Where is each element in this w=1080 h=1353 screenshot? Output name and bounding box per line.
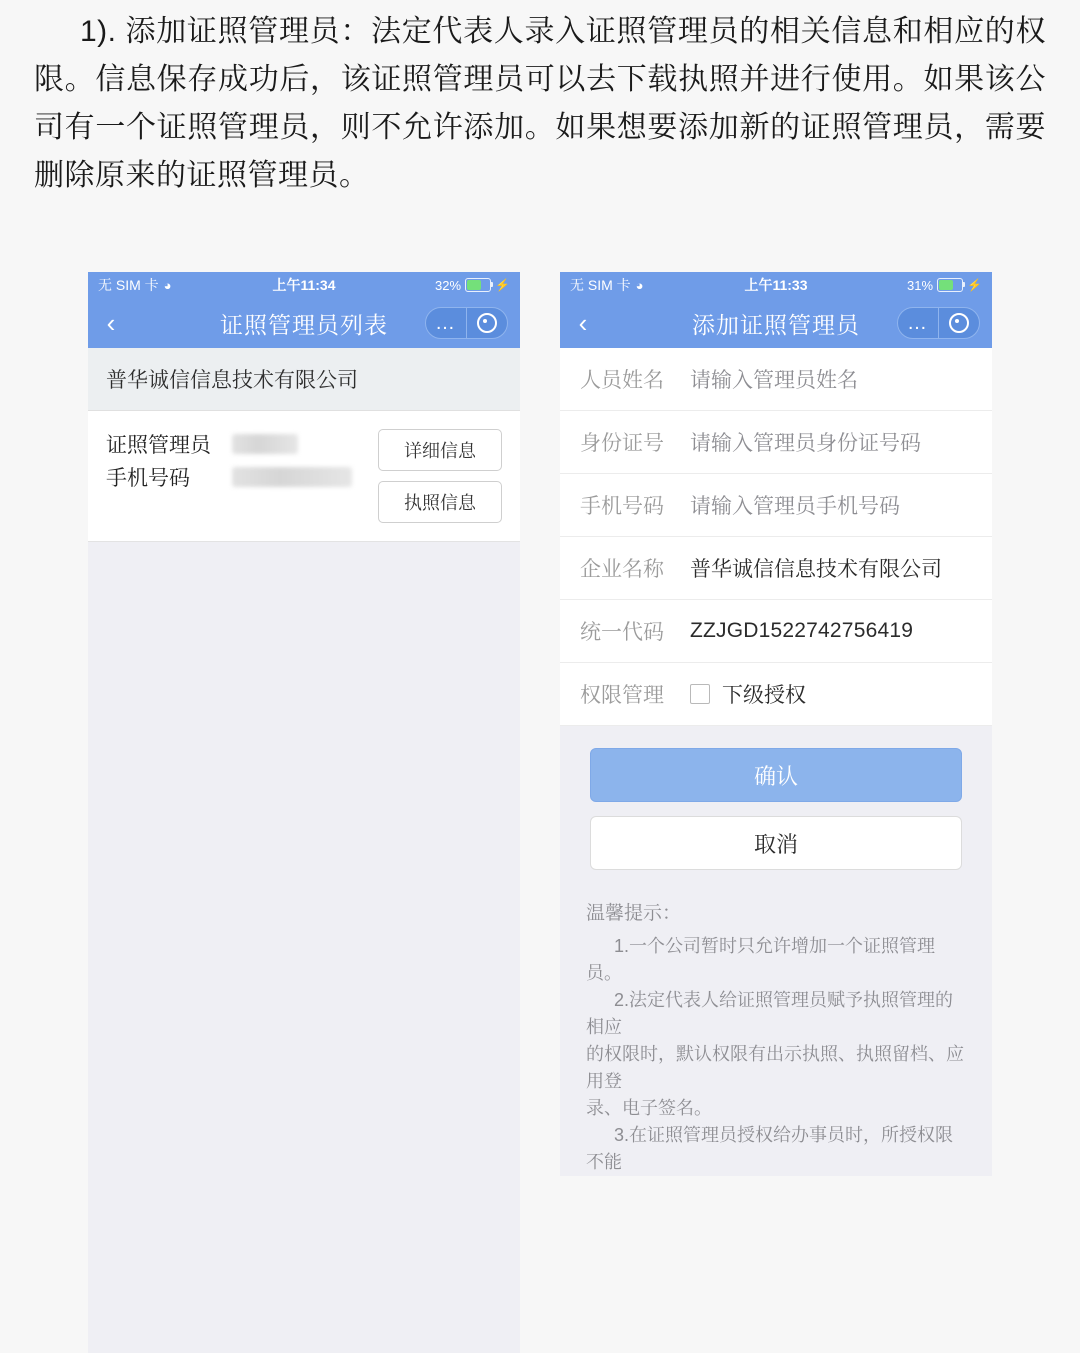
target-circle-icon[interactable]	[467, 313, 507, 333]
left-battery-percent: 32%	[435, 277, 462, 293]
wifi-icon: ◕	[635, 277, 644, 293]
battery-icon	[937, 278, 963, 292]
form-row-person-name[interactable]	[560, 348, 992, 411]
right-status-bar	[560, 272, 992, 298]
form-action-area	[560, 726, 992, 884]
form-row-phone[interactable]	[560, 474, 992, 537]
wifi-icon: ◕	[163, 277, 172, 293]
lightning-bolt-icon: ⚡	[967, 278, 982, 292]
battery-icon	[465, 278, 491, 292]
id-number-label: 身份证号	[580, 432, 664, 455]
page-title	[0, 0, 1080, 200]
tips-item: 1.一个公司暂时只允许增加一个证照管理员。	[586, 936, 936, 983]
more-dots-icon[interactable]: …	[907, 312, 929, 334]
phone-screenshot-add-manager	[560, 272, 992, 1172]
permission-label: 权限管理	[580, 684, 664, 707]
right-nav-title: 添加证照管理员	[692, 311, 860, 338]
lightning-bolt-icon: ⚡	[495, 278, 510, 292]
sub-authorization-label: 下级授权	[722, 684, 806, 707]
manager-card-actions	[378, 427, 502, 523]
unified-code-label: 统一代码	[580, 621, 664, 644]
chevron-left-icon[interactable]: ‹	[106, 308, 116, 338]
add-manager-form	[560, 348, 992, 726]
form-row-permission	[560, 663, 992, 726]
checkbox-icon[interactable]	[690, 684, 710, 704]
phone-screenshot-manager-list	[88, 272, 520, 1083]
left-status-time: 上午11:34	[272, 277, 336, 293]
manager-phone-value-redacted	[232, 467, 352, 487]
sub-authorization-checkbox-group[interactable]	[690, 679, 806, 709]
phone-label: 手机号码	[580, 495, 664, 518]
manager-name-label: 证照管理员	[106, 433, 211, 457]
right-status-time: 上午11:33	[744, 277, 808, 293]
detail-info-button[interactable]: 详细信息	[378, 429, 502, 471]
left-company-name: 普华诚信信息技术有限公司	[88, 348, 520, 411]
form-row-company-name	[560, 537, 992, 600]
manager-card	[88, 411, 520, 542]
manager-info-rows	[106, 427, 378, 493]
left-status-battery-group	[435, 278, 510, 293]
left-nav-actions	[425, 307, 508, 339]
person-name-input[interactable]: 请输入管理员姓名	[690, 369, 858, 392]
right-carrier-label: 无 SIM 卡	[570, 277, 631, 293]
right-battery-percent: 31%	[907, 277, 934, 293]
tips-item: 2.法定代表人给证照管理员赋予执照管理的相应	[586, 990, 954, 1037]
manager-row-phone	[106, 460, 378, 493]
id-number-input[interactable]: 请输入管理员身份证号码	[690, 432, 921, 455]
tips-section	[560, 884, 992, 1176]
left-nav-bar	[88, 298, 520, 348]
chevron-left-icon[interactable]: ‹	[578, 308, 588, 338]
phone-input[interactable]: 请输入管理员手机号码	[690, 495, 900, 518]
left-status-bar	[88, 272, 520, 298]
more-dots-icon[interactable]: …	[435, 312, 457, 334]
tips-title: 温馨提示：	[586, 903, 682, 924]
right-nav-actions	[897, 307, 980, 339]
company-name-value: 普华诚信信息技术有限公司	[690, 558, 942, 581]
manager-phone-label: 手机号码	[106, 466, 190, 490]
screenshot-pair	[0, 272, 1080, 1172]
left-empty-area	[88, 542, 520, 1353]
manager-name-value-redacted	[232, 434, 298, 454]
form-row-unified-code	[560, 600, 992, 663]
form-row-id-number[interactable]	[560, 411, 992, 474]
target-circle-icon[interactable]	[939, 313, 979, 333]
right-nav-bar	[560, 298, 992, 348]
tips-item: 3.在证照管理员授权给办事员时，所授权限不能	[586, 1125, 954, 1172]
license-info-button[interactable]: 执照信息	[378, 481, 502, 523]
manager-row-name	[106, 427, 378, 460]
paragraph-text: 1). 添加证照管理员：法定代表人录入证照管理员的相关信息和相应的权限。信息保存成功后，该证照管理员可以去下载执照并进行使用。如果该公司有一个证照管理员，则不允许添加。如果想要添加新的证照管理员，需要删除原来的证照管理员。	[34, 15, 1046, 192]
tips-item: 录、电子签名。	[586, 1098, 712, 1118]
left-nav-title: 证照管理员列表	[220, 311, 388, 338]
company-name-label: 企业名称	[580, 558, 664, 581]
confirm-button[interactable]: 确认	[590, 748, 962, 802]
person-name-label: 人员姓名	[580, 369, 664, 392]
cancel-button[interactable]: 取消	[590, 816, 962, 870]
tips-item: 的权限时，默认权限有出示执照、执照留档、应用登	[586, 1044, 964, 1091]
unified-code-value: ZZJGD1522742756419	[690, 619, 914, 642]
right-status-battery-group	[907, 278, 982, 293]
left-carrier-label: 无 SIM 卡	[98, 277, 159, 293]
